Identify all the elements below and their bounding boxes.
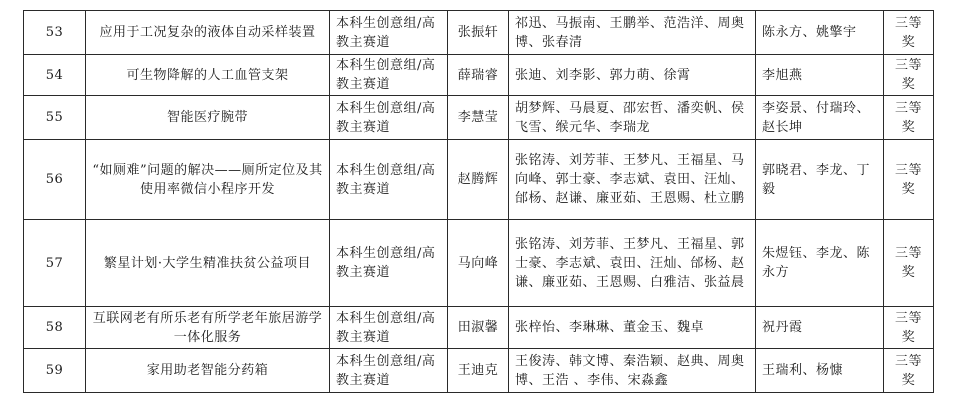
award-level: 三等奖 [884, 55, 934, 96]
competition-group: 本科生创意组/高教主赛道 [330, 220, 448, 307]
team-members: 张迪、刘李影、郭力萌、徐霄 [509, 55, 756, 96]
row-number: 56 [24, 140, 86, 220]
team-members: 张铭涛、刘芳菲、王梦凡、王福星、郭士豪、李志斌、袁田、汪灿、邰杨、赵谦、廉亚茹、王恩赐、白雅洁、张益晨 [509, 220, 756, 307]
team-members: 张铭涛、刘芳菲、王梦凡、王福星、马向峰、郭士豪、李志斌、袁田、汪灿、邰杨、赵谦、廉亚茹、王恩赐、杜立鹏 [509, 140, 756, 220]
award-table [23, 10, 934, 393]
project-title: “如厕难”问题的解决——厕所定位及其使用率微信小程序开发 [86, 140, 330, 220]
team-leader: 马向峰 [448, 220, 509, 307]
table-row [24, 349, 934, 393]
team-leader: 赵腾辉 [448, 140, 509, 220]
team-leader: 张振轩 [448, 11, 509, 55]
project-title: 家用助老智能分药箱 [86, 349, 330, 393]
award-level: 三等奖 [884, 11, 934, 55]
competition-group: 本科生创意组/高教主赛道 [330, 55, 448, 96]
award-level: 三等奖 [884, 96, 934, 140]
team-members: 张梓怡、李琳琳、董金玉、魏卓 [509, 307, 756, 349]
award-level: 三等奖 [884, 140, 934, 220]
project-title: 互联网老有所乐老有所学老年旅居游学一体化服务 [86, 307, 330, 349]
advisors: 祝丹霞 [756, 307, 884, 349]
team-members: 祁迅、马振南、王鹏举、范浩洋、周奥博、张春清 [509, 11, 756, 55]
advisors: 陈永方、姚擎宇 [756, 11, 884, 55]
competition-group: 本科生创意组/高教主赛道 [330, 349, 448, 393]
team-leader: 薛瑞睿 [448, 55, 509, 96]
award-level: 三等奖 [884, 349, 934, 393]
competition-group: 本科生创意组/高教主赛道 [330, 96, 448, 140]
competition-group: 本科生创意组/高教主赛道 [330, 140, 448, 220]
award-list-sheet [23, 10, 933, 393]
row-number: 57 [24, 220, 86, 307]
row-number: 53 [24, 11, 86, 55]
table-row [24, 96, 934, 140]
row-number: 58 [24, 307, 86, 349]
project-title: 智能医疗腕带 [86, 96, 330, 140]
award-level: 三等奖 [884, 307, 934, 349]
team-members: 王俊涛、韩文博、秦浩颖、赵典、周奥博、王浩 、李伟、宋淼鑫 [509, 349, 756, 393]
table-row [24, 307, 934, 349]
award-level: 三等奖 [884, 220, 934, 307]
advisors: 李姿景、付瑞玲、赵长坤 [756, 96, 884, 140]
row-number: 55 [24, 96, 86, 140]
team-leader: 王迪克 [448, 349, 509, 393]
competition-group: 本科生创意组/高教主赛道 [330, 11, 448, 55]
project-title: 繁星计划·大学生精准扶贫公益项目 [86, 220, 330, 307]
advisors: 李旭燕 [756, 55, 884, 96]
project-title: 可生物降解的人工血管支架 [86, 55, 330, 96]
table-row [24, 11, 934, 55]
advisors: 郭晓君、李龙、丁毅 [756, 140, 884, 220]
team-members: 胡梦辉、马晨夏、邵宏哲、潘奕帆、侯飞雪、缑元华、李瑞龙 [509, 96, 756, 140]
row-number: 54 [24, 55, 86, 96]
table-row [24, 55, 934, 96]
advisors: 朱煜钰、李龙、陈永方 [756, 220, 884, 307]
team-leader: 李慧莹 [448, 96, 509, 140]
project-title: 应用于工况复杂的液体自动采样装置 [86, 11, 330, 55]
competition-group: 本科生创意组/高教主赛道 [330, 307, 448, 349]
table-row [24, 220, 934, 307]
row-number: 59 [24, 349, 86, 393]
table-row [24, 140, 934, 220]
advisors: 王瑞利、杨慷 [756, 349, 884, 393]
team-leader: 田淑馨 [448, 307, 509, 349]
